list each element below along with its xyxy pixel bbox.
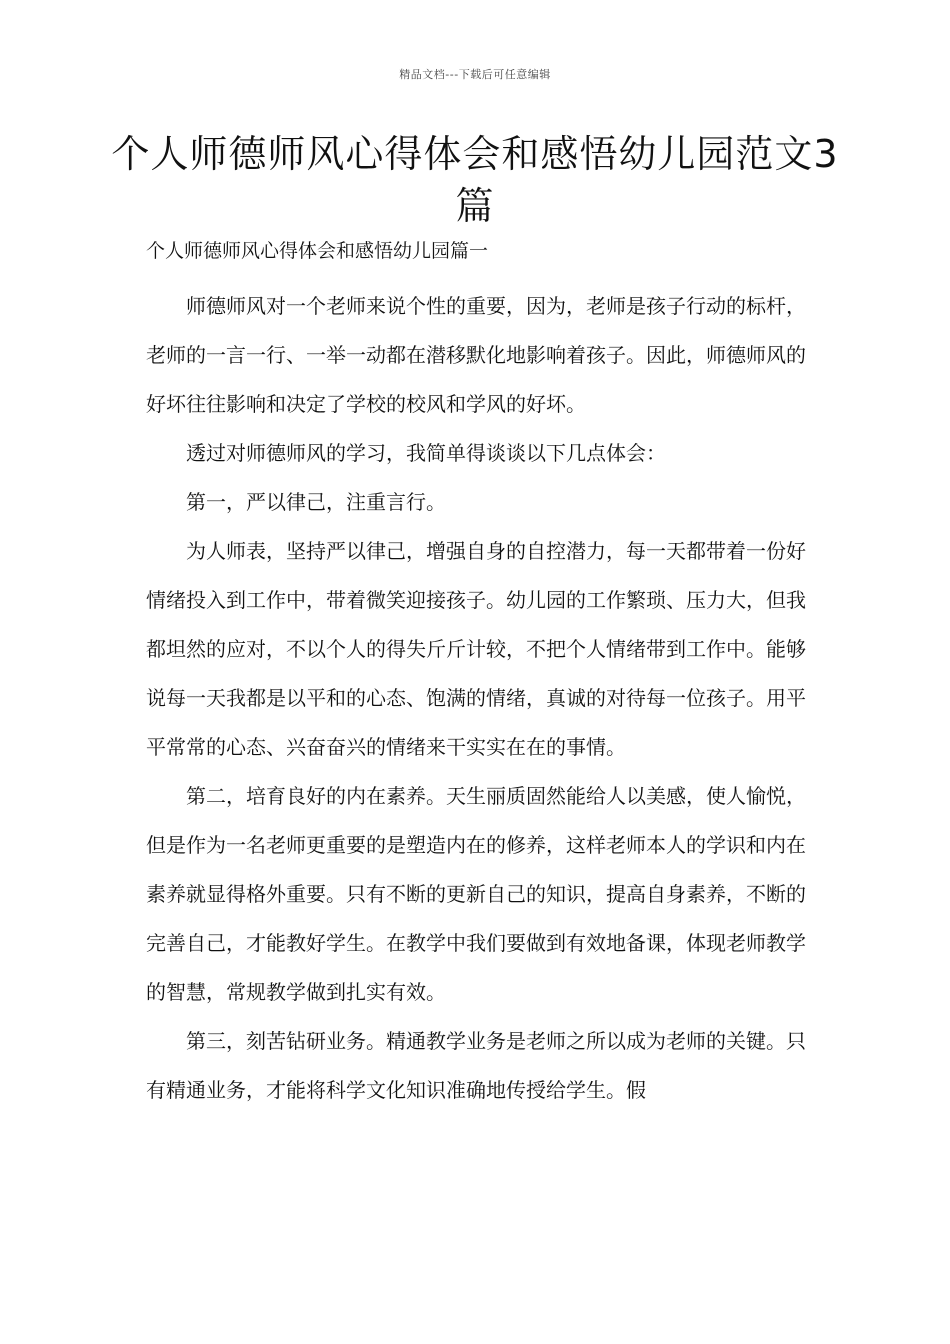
- section-title: 个人师德师风心得体会和感悟幼儿园篇一: [146, 240, 489, 262]
- paragraph: 为人师表，坚持严以律己，增强自身的自控潜力，每一天都带着一份好情绪投入到工作中，带着微笑迎接孩子。幼儿园的工作繁琐、压力大，但我都坦然的应对，不以个人的得失斤斤计较，不把个人情绪带到工作中。能够说每一天我都是以平和的心态、饱满的情绪，真诚的对待每一位孩子。用平平常常的心态、兴奋奋兴的情绪来干实实在在的事情。: [146, 539, 806, 759]
- document-title: 个人师德师风心得体会和感悟幼儿园范文3篇: [111, 132, 839, 228]
- paragraph: 透过对师德师风的学习，我简单得谈谈以下几点体会：: [186, 441, 666, 465]
- document-body: [146, 282, 806, 1115]
- paragraph: 师德师风对一个老师来说个性的重要，因为，老师是孩子行动的标杆，老师的一言一行、一举一动都在潜移默化地影响着孩子。因此，师德师风的好坏往往影响和决定了学校的校风和学风的好坏。: [146, 294, 806, 416]
- page-header: 精品文档---下载后可任意编辑: [399, 68, 551, 81]
- paragraph: 第一，严以律己，注重言行。: [186, 490, 446, 514]
- paragraph: 第三，刻苦钻研业务。精通教学业务是老师之所以成为老师的关键。只有精通业务，才能将科学文化知识准确地传授给学生。假: [146, 1029, 806, 1102]
- paragraph: 第二，培育良好的内在素养。天生丽质固然能给人以美感，使人愉悦，但是作为一名老师更重要的是塑造内在的修养，这样老师本人的学识和内在素养就显得格外重要。只有不断的更新自己的知识，提高自身素养，不断的完善自己，才能教好学生。在教学中我们要做到有效地备课，体现老师教学的智慧，常规教学做到扎实有效。: [146, 784, 806, 1004]
